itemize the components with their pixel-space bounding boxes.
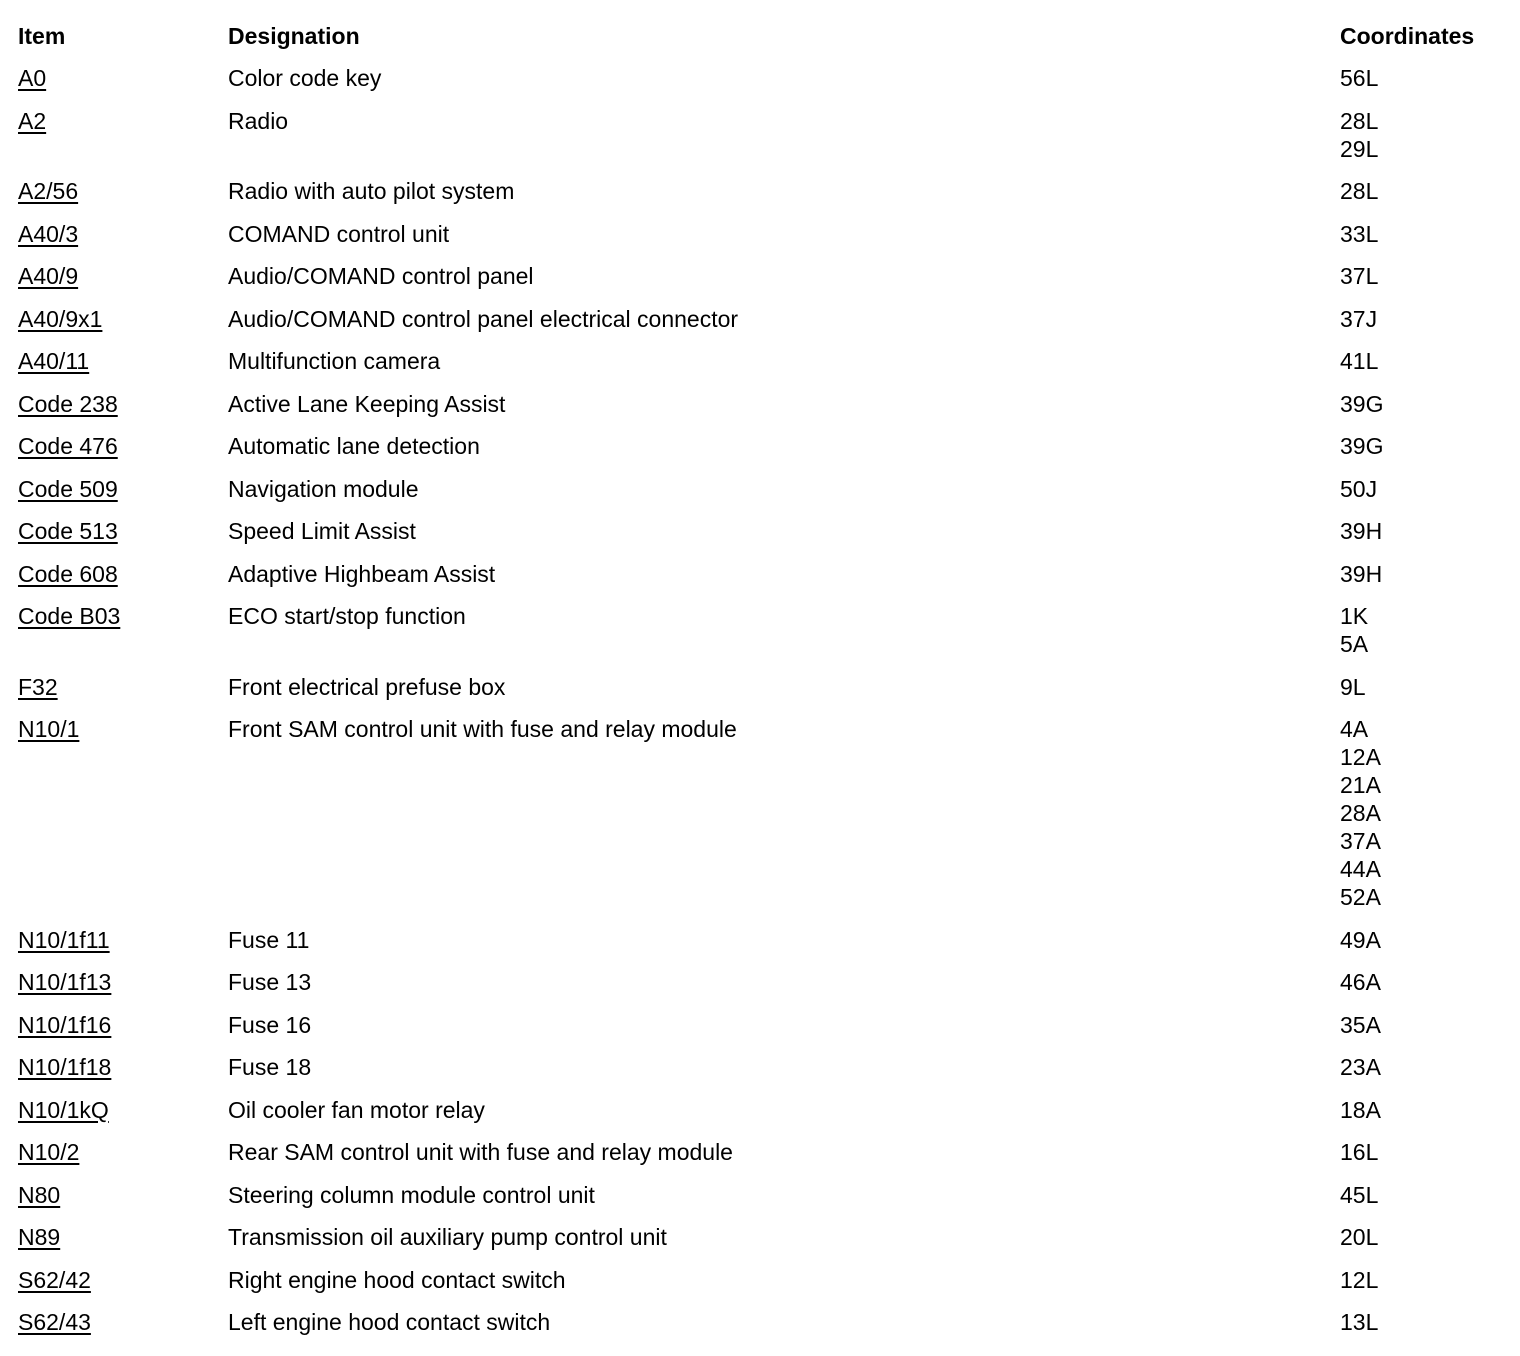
table-row xyxy=(18,262,1508,305)
item-cell xyxy=(18,1011,228,1054)
designation-cell: Rear SAM control unit with fuse and relay module xyxy=(228,1139,733,1165)
coordinate-value: 28L xyxy=(1340,178,1379,204)
table-row xyxy=(18,1266,1508,1309)
item-link[interactable]: Code 513 xyxy=(18,518,118,544)
coordinate-value: 52A xyxy=(1340,884,1381,910)
designation-cell: Fuse 11 xyxy=(228,926,310,953)
coordinate-value: 28L xyxy=(1340,107,1379,134)
coordinates-cell xyxy=(1340,926,1508,969)
coordinates-cell xyxy=(1340,107,1508,178)
item-cell xyxy=(18,177,228,220)
item-cell xyxy=(18,1181,228,1224)
coordinate-value: 12L xyxy=(1340,1266,1379,1293)
item-link[interactable]: N10/1f11 xyxy=(18,926,110,953)
designation-cell: Fuse 18 xyxy=(228,1054,312,1080)
designation-cell: Transmission oil auxiliary pump control unit xyxy=(228,1224,667,1250)
coordinate-value: 50J xyxy=(1340,475,1378,502)
coordinate-value: 18A xyxy=(1340,1096,1381,1123)
item-link[interactable]: N10/1 xyxy=(18,716,80,742)
coordinate-value: 1K xyxy=(1340,603,1369,629)
coordinates-cell xyxy=(1340,262,1508,305)
coordinates-cell xyxy=(1340,517,1508,560)
designation-cell: Steering column module control unit xyxy=(228,1181,595,1208)
item-cell xyxy=(18,1223,228,1266)
coordinate-value: 37L xyxy=(1340,263,1379,289)
coordinate-value: 29L xyxy=(1340,135,1379,162)
item-cell xyxy=(18,64,228,107)
designation-cell: Automatic lane detection xyxy=(228,433,480,459)
designation-cell: ECO start/stop function xyxy=(228,603,466,629)
coordinate-value: 39H xyxy=(1340,518,1383,544)
coordinate-value: 12A xyxy=(1340,744,1381,770)
table-row xyxy=(18,220,1508,263)
coordinate-value: 44A xyxy=(1340,856,1381,882)
item-link[interactable]: N10/1kQ xyxy=(18,1096,109,1123)
table-row xyxy=(18,1138,1508,1181)
item-cell xyxy=(18,968,228,1011)
item-link[interactable]: A2/56 xyxy=(18,178,79,204)
table-row xyxy=(18,1053,1508,1096)
item-link[interactable]: A40/9 xyxy=(18,263,79,289)
table-header-row xyxy=(18,22,1508,64)
table-row xyxy=(18,560,1508,603)
coordinate-value: 35A xyxy=(1340,1011,1381,1038)
item-link[interactable]: A40/9x1 xyxy=(18,305,103,332)
item-cell xyxy=(18,475,228,518)
table-row xyxy=(18,715,1508,926)
coordinate-value: 39H xyxy=(1340,560,1383,587)
coordinates-cell xyxy=(1340,305,1508,348)
designation-cell: Front SAM control unit with fuse and relay module xyxy=(228,716,737,742)
table-row xyxy=(18,1181,1508,1224)
table-row xyxy=(18,1096,1508,1139)
coordinate-value: 23A xyxy=(1340,1054,1381,1080)
component-table xyxy=(18,22,1508,1351)
coordinates-cell xyxy=(1340,673,1508,716)
designation-cell: Left engine hood contact switch xyxy=(228,1309,551,1335)
item-link[interactable]: N80 xyxy=(18,1181,61,1208)
item-cell xyxy=(18,107,228,178)
item-cell xyxy=(18,1308,228,1351)
item-column-header: Item xyxy=(18,23,66,49)
designation-cell: Active Lane Keeping Assist xyxy=(228,390,506,417)
designation-cell: Fuse 13 xyxy=(228,969,312,995)
coordinate-value: 39G xyxy=(1340,433,1384,459)
coordinates-cell xyxy=(1340,220,1508,263)
table-row xyxy=(18,1011,1508,1054)
designation-cell: Navigation module xyxy=(228,475,419,502)
item-link[interactable]: Code 608 xyxy=(18,560,118,587)
item-link[interactable]: N10/1f16 xyxy=(18,1011,112,1038)
table-row xyxy=(18,1308,1508,1351)
table-row xyxy=(18,926,1508,969)
coordinate-value: 21A xyxy=(1340,772,1381,798)
coordinate-value: 56L xyxy=(1340,65,1379,91)
coordinate-value: 20L xyxy=(1340,1224,1379,1250)
coordinates-cell xyxy=(1340,1096,1508,1139)
coordinates-cell xyxy=(1340,64,1508,107)
coordinate-value: 49A xyxy=(1340,926,1381,953)
item-cell xyxy=(18,1138,228,1181)
designation-cell: Speed Limit Assist xyxy=(228,518,416,544)
item-link[interactable]: A2 xyxy=(18,107,47,134)
designation-cell: Front electrical prefuse box xyxy=(228,673,506,700)
coordinate-value: 37J xyxy=(1340,305,1378,332)
item-cell xyxy=(18,560,228,603)
item-link[interactable]: Code 476 xyxy=(18,433,118,459)
item-link[interactable]: N10/2 xyxy=(18,1139,80,1165)
table-row xyxy=(18,673,1508,716)
coordinates-cell xyxy=(1340,177,1508,220)
coordinate-value: 9L xyxy=(1340,673,1366,700)
item-cell xyxy=(18,432,228,475)
coordinates-cell xyxy=(1340,390,1508,433)
coordinates-cell xyxy=(1340,602,1508,673)
designation-cell: Radio xyxy=(228,107,289,134)
coordinate-value: 4A xyxy=(1340,716,1369,742)
coordinate-value: 45L xyxy=(1340,1181,1379,1208)
coordinates-cell xyxy=(1340,968,1508,1011)
coordinates-cell xyxy=(1340,1266,1508,1309)
coordinate-value: 28A xyxy=(1340,800,1381,826)
designation-column-header: Designation xyxy=(228,23,360,49)
coordinates-cell xyxy=(1340,1181,1508,1224)
coordinates-cell xyxy=(1340,432,1508,475)
coordinates-cell xyxy=(1340,1053,1508,1096)
item-link[interactable]: S62/42 xyxy=(18,1266,91,1293)
coordinate-value: 46A xyxy=(1340,969,1381,995)
item-cell xyxy=(18,390,228,433)
item-link[interactable]: A40/11 xyxy=(18,348,90,374)
item-cell xyxy=(18,305,228,348)
coordinates-cell xyxy=(1340,1011,1508,1054)
item-link[interactable]: Code 509 xyxy=(18,475,118,502)
designation-cell: Audio/COMAND control panel electrical connector xyxy=(228,305,739,332)
item-cell xyxy=(18,1096,228,1139)
coordinates-cell xyxy=(1340,1223,1508,1266)
designation-cell: Audio/COMAND control panel xyxy=(228,263,534,289)
designation-cell: Color code key xyxy=(228,65,382,91)
item-link[interactable]: N89 xyxy=(18,1224,61,1250)
coordinate-value: 41L xyxy=(1340,348,1379,374)
item-cell xyxy=(18,347,228,390)
designation-cell: COMAND control unit xyxy=(228,220,450,247)
table-row xyxy=(18,432,1508,475)
coordinate-value: 16L xyxy=(1340,1139,1379,1165)
item-link[interactable]: Code B03 xyxy=(18,603,121,629)
coordinates-cell xyxy=(1340,1308,1508,1351)
table-row xyxy=(18,968,1508,1011)
designation-cell: Oil cooler fan motor relay xyxy=(228,1096,485,1123)
item-link[interactable]: A40/3 xyxy=(18,220,79,247)
coordinate-value: 39G xyxy=(1340,390,1384,417)
item-cell xyxy=(18,1053,228,1096)
item-cell xyxy=(18,673,228,716)
item-link[interactable]: N10/1f18 xyxy=(18,1054,112,1080)
designation-cell: Adaptive Highbeam Assist xyxy=(228,560,496,587)
designation-cell: Fuse 16 xyxy=(228,1011,312,1038)
item-link[interactable]: Code 238 xyxy=(18,390,118,417)
item-link[interactable]: S62/43 xyxy=(18,1309,91,1335)
item-cell xyxy=(18,715,228,926)
table-row xyxy=(18,1223,1508,1266)
item-cell xyxy=(18,926,228,969)
item-cell xyxy=(18,262,228,305)
coordinate-value: 37A xyxy=(1340,828,1381,854)
designation-cell: Radio with auto pilot system xyxy=(228,178,515,204)
coordinates-cell xyxy=(1340,560,1508,603)
item-link[interactable]: A0 xyxy=(18,65,47,91)
table-row xyxy=(18,107,1508,178)
table-row xyxy=(18,64,1508,107)
coordinates-column-header: Coordinates xyxy=(1340,23,1475,49)
coordinate-value: 5A xyxy=(1340,631,1369,657)
coordinates-cell xyxy=(1340,1138,1508,1181)
designation-cell: Right engine hood contact switch xyxy=(228,1266,566,1293)
table-row xyxy=(18,475,1508,518)
coordinates-cell xyxy=(1340,715,1508,926)
table-row xyxy=(18,347,1508,390)
item-cell xyxy=(18,517,228,560)
coordinate-value: 13L xyxy=(1340,1309,1379,1335)
item-link[interactable]: F32 xyxy=(18,673,58,700)
table-row xyxy=(18,177,1508,220)
item-cell xyxy=(18,1266,228,1309)
coordinates-cell xyxy=(1340,347,1508,390)
item-link[interactable]: N10/1f13 xyxy=(18,969,112,995)
coordinate-value: 33L xyxy=(1340,220,1379,247)
item-cell xyxy=(18,602,228,673)
coordinates-cell xyxy=(1340,475,1508,518)
designation-cell: Multifunction camera xyxy=(228,348,441,374)
table-body xyxy=(18,64,1508,1351)
table-row xyxy=(18,517,1508,560)
table-row xyxy=(18,305,1508,348)
table-row xyxy=(18,390,1508,433)
table-row xyxy=(18,602,1508,673)
item-cell xyxy=(18,220,228,263)
